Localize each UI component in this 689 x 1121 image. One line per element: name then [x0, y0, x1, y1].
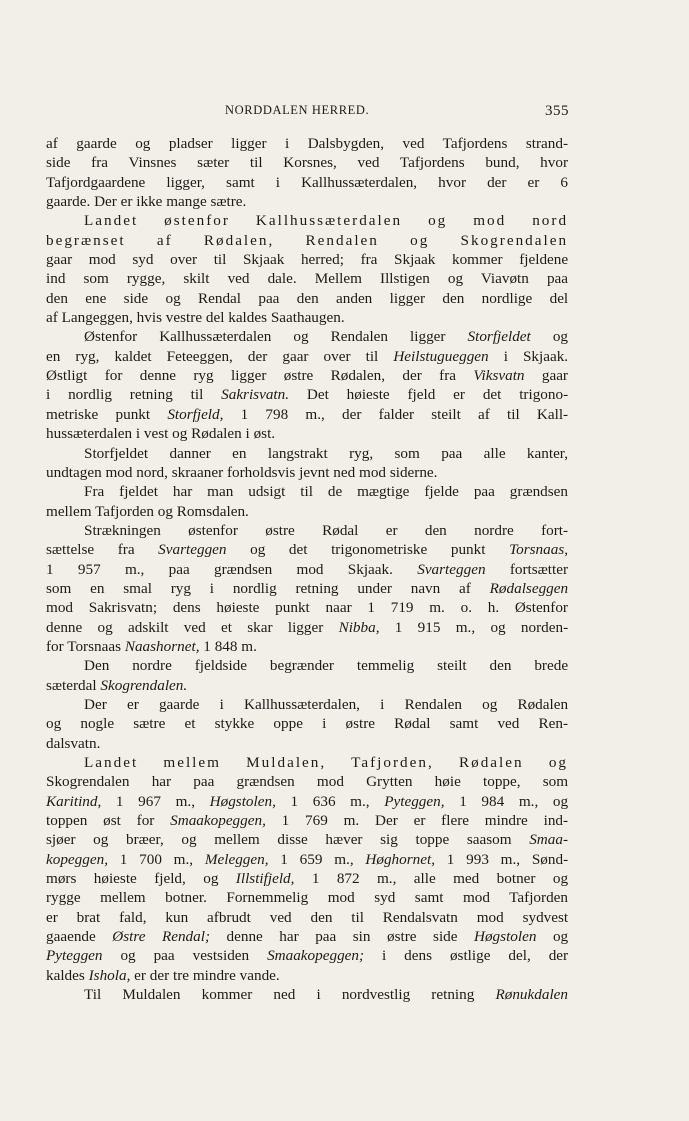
- text-line: sæterdal Skogrendalen.: [46, 676, 188, 694]
- text-line: Landet mellem Muldalen, Tafjorden, Rødalen og: [84, 754, 569, 771]
- text-line: Storfjeldet danner en langstrakt ryg, som paa alle kanter,: [84, 444, 569, 462]
- text-line: Landet østenfor Kallhussæterdalen og mod nord: [84, 212, 569, 230]
- text-line: rygge mellem botner. Fornemmelig mod syd samt mod Tafjorden: [46, 889, 569, 907]
- text-line: Skogrendalen har paa grændsen mod Grytten høie toppe, som: [46, 773, 569, 791]
- chapter-title: NORDDALEN HERRED.: [225, 103, 370, 117]
- text-line: Strækningen østenfor østre Rødal er den nordre fort-: [84, 521, 569, 539]
- text-line: Pyteggen og paa vestsiden Smaakopeggen; i dens østlige del, der: [46, 947, 569, 965]
- text-line: begrænset af Rødalen, Rendalen og Skogrendalen: [46, 231, 569, 249]
- text-line: dalsvatn.: [46, 734, 101, 752]
- text-line: som en smal ryg i nordlig retning under navn af Rødalseggen: [46, 579, 569, 597]
- text-line: denne og adskilt ved et skar ligger Nibba, 1 915 m., og norden-: [46, 618, 569, 636]
- text-line: af gaarde og pladser ligger i Dalsbygden, ved Tafjordens strand-: [46, 135, 569, 152]
- text-line: Den nordre fjeldside begrænder temmelig steilt den brede: [84, 657, 569, 675]
- text-line: gaarde. Der er ikke mange sætre.: [46, 193, 247, 211]
- text-line: Der er gaarde i Kallhussæterdalen, i Rendalen og Rødalen: [84, 695, 569, 713]
- text-line: 1 957 m., paa grændsen mod Skjaak. Svarteggen fortsætter: [46, 560, 569, 578]
- running-head: [47, 103, 569, 121]
- text-line: hussæterdalen i vest og Rødalen i øst.: [46, 425, 276, 443]
- text-line: sættelse fra Svarteggen og det trigonometriske punkt Torsnaas,: [46, 541, 569, 559]
- text-line: kopeggen, 1 700 m., Meleggen, 1 659 m., Høghornet, 1 993 m., Sønd-: [46, 850, 569, 868]
- body-text: [46, 134, 568, 1004]
- text-line: Tafjordgaardene ligger, samt i Kallhussæterdalen, hvor der er 6: [46, 173, 568, 191]
- text-line: og nogle sætre et stykke oppe i østre Rødal samt ved Ren-: [46, 715, 569, 733]
- text-line: mod Sakrisvatn; dens høieste punkt naar 1 719 m. o. h. Østenfor: [46, 599, 568, 617]
- text-line: Karitind, 1 967 m., Høgstolen, 1 636 m., Pyteggen, 1 984 m., og: [46, 792, 569, 810]
- text-line: toppen øst for Smaakopeggen, 1 769 m. Der er flere mindre ind-: [46, 812, 569, 830]
- text-line: Østenfor Kallhussæterdalen og Rendalen ligger Storfjeldet og: [84, 328, 568, 346]
- text-line: gaar mod syd over til Skjaak herred; fra Skjaak kommer fjeldene: [46, 251, 569, 269]
- text-line: den ene side og Rendal paa den anden ligger den nordlige del: [46, 289, 569, 307]
- text-line: undtagen mod nord, skraaner forholdsvis jevnt ned mod siderne.: [46, 463, 438, 481]
- text-line: Til Muldalen kommer ned i nordvestlig retning Rønukdalen: [84, 986, 568, 1004]
- page-number: 355: [545, 103, 569, 119]
- text-line: Fra fjeldet har man udsigt til de mægtige fjelde paa grændsen: [84, 483, 569, 501]
- text-line: mørs høieste fjeld, og Illstifjeld, 1 872 m., alle med botner og: [46, 870, 569, 888]
- text-line: en ryg, kaldet Feteeggen, der gaar over til Heilstugueggen i Skjaak.: [46, 347, 569, 365]
- text-line: af Langeggen, hvis vestre del kaldes Saathaugen.: [46, 309, 345, 327]
- text-line: gaaende Østre Rendal; denne har paa sin østre side Høgstolen og: [46, 928, 569, 946]
- text-line: mellem Tafjorden og Romsdalen.: [46, 502, 249, 520]
- text-line: kaldes Ishola, er der tre mindre vande.: [46, 966, 280, 984]
- text-line: Østligt for denne ryg ligger østre Rødalen, der fra Viksvatn gaar: [46, 367, 568, 385]
- text-line: ind som rygge, skilt ved dale. Mellem Illstigen og Viavøtn paa: [46, 270, 569, 288]
- text-line: i nordlig retning til Sakrisvatn. Det høieste fjeld er det trigono-: [46, 386, 569, 404]
- text-line: side fra Vinsnes sæter til Korsnes, ved Tafjordens bund, hvor: [46, 154, 569, 172]
- text-line: sjøer og bræer, og mellem disse hæver sig toppe saasom Smaa-: [46, 831, 569, 849]
- text-line: er brat fald, kun afbrudt ved den til Rendalsvatn mod sydvest: [46, 908, 569, 926]
- text-line: metriske punkt Storfjeld, 1 798 m., der falder steilt af til Kall-: [46, 405, 569, 423]
- text-line: for Torsnaas Naashornet, 1 848 m.: [46, 637, 257, 655]
